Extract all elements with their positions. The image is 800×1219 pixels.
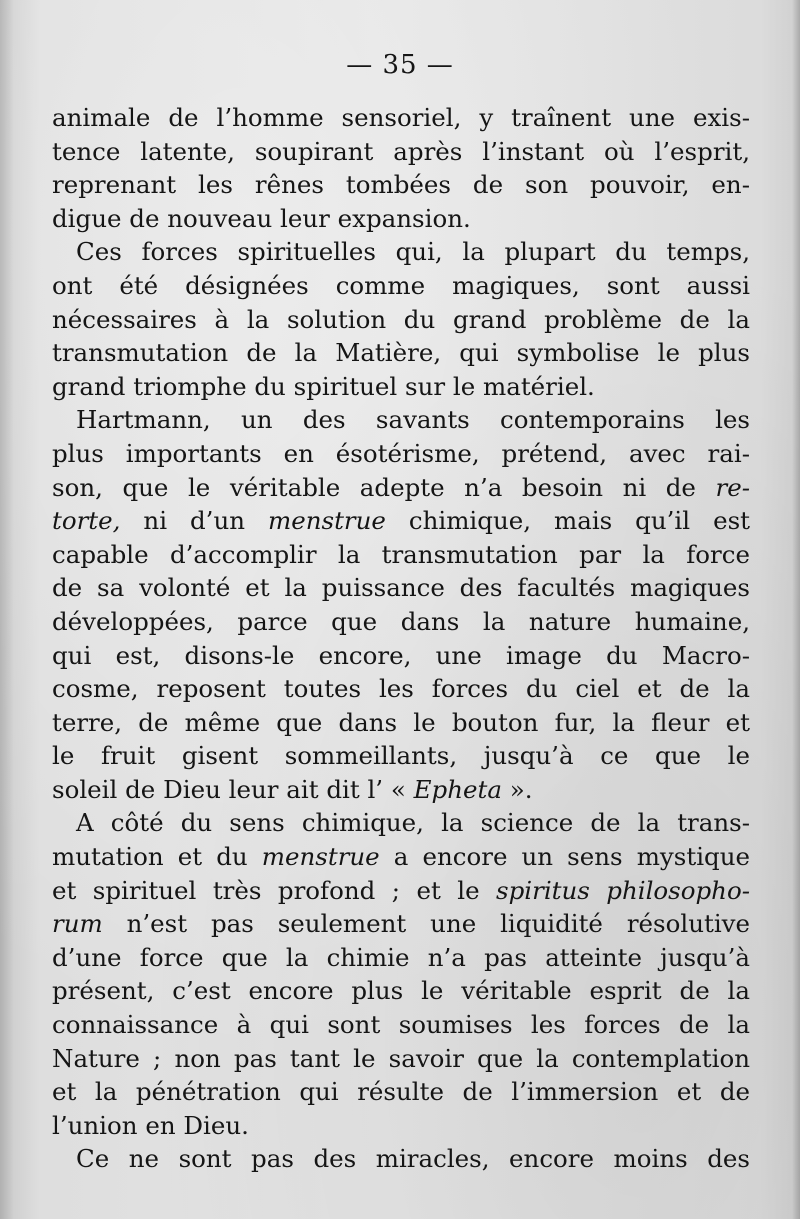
text-run: et spirituel très profond ; et le: [52, 875, 497, 905]
text-run: nécessaires à la solution du grand problème de la: [52, 304, 750, 334]
text-run: mutation et du: [52, 842, 262, 872]
text-run: ont été désignées comme magiques, sont aussi: [52, 270, 750, 300]
text-run: et la pénétration qui résulte de l’immersion et de: [52, 1077, 750, 1107]
text-line: [52, 370, 750, 404]
italic-text: Epheta: [413, 774, 502, 804]
text-run: d’une force que la chimie n’a pas atteinte jusqu’à: [52, 942, 750, 972]
text-run: soleil de Dieu leur ait dit l’ «: [52, 774, 414, 804]
text-line: [52, 471, 750, 505]
text-run: Ces forces spirituelles qui, la plupart du temps,: [76, 237, 750, 267]
text-run: transmutation de la Matière, qui symbolise le plus: [52, 338, 750, 368]
text-line: [52, 1008, 750, 1042]
text-run: son, que le véritable adepte n’a besoin ni de: [52, 472, 716, 502]
text-line: [52, 135, 750, 169]
text-run: connaissance à qui sont soumises les forces de la: [52, 1010, 750, 1040]
text-line: [52, 235, 750, 269]
text-run: le fruit gisent sommeillants, jusqu’à ce que le: [52, 741, 750, 771]
text-line: [52, 1042, 750, 1076]
text-run: développées, parce que dans la nature humaine,: [52, 606, 750, 636]
text-run: grand triomphe du spirituel sur le matériel.: [52, 371, 595, 401]
text-line: [52, 605, 750, 639]
text-run: A côté du sens chimique, la science de la trans-: [76, 808, 750, 838]
text-line: [52, 202, 750, 236]
paragraph: [52, 806, 750, 1142]
text-line: [52, 168, 750, 202]
text-line: [52, 303, 750, 337]
italic-text: menstrue: [261, 842, 380, 872]
text-line: [52, 1142, 750, 1176]
text-line: [52, 806, 750, 840]
text-run: chimique, mais qu’il est: [385, 506, 750, 536]
text-line: [52, 571, 750, 605]
paragraph: [52, 101, 750, 235]
text-run: plus importants en ésotérisme, prétend, avec rai-: [52, 438, 750, 468]
text-run: Nature ; non pas tant le savoir que la contemplation: [52, 1043, 750, 1073]
text-run: cosme, reposent toutes les forces du ciel et de la: [52, 674, 750, 704]
page-number: — 35 —: [346, 50, 454, 80]
text-line: [52, 907, 750, 941]
paragraph: [52, 1142, 750, 1176]
text-line: [52, 538, 750, 572]
text-line: [52, 269, 750, 303]
text-line: [52, 739, 750, 773]
text-run: Ce ne sont pas des miracles, encore moins des: [76, 1144, 750, 1174]
text-line: [52, 101, 750, 135]
text-run: digue de nouveau leur expansion.: [52, 203, 471, 233]
text-line: [52, 941, 750, 975]
paragraph: [52, 235, 750, 403]
text-line: [52, 437, 750, 471]
text-line: [52, 639, 750, 673]
text-line: [52, 706, 750, 740]
text-run: capable d’accomplir la transmutation par la force: [52, 539, 750, 569]
italic-text: torte,: [52, 506, 121, 536]
italic-text: menstrue: [267, 506, 386, 536]
text-line: [52, 504, 750, 538]
text-line: [52, 974, 750, 1008]
italic-text: spiritus philosopho-: [496, 875, 750, 905]
text-run: tence latente, soupirant après l’instant où l’esprit,: [52, 136, 750, 166]
text-run: ».: [501, 774, 533, 804]
body-text: [52, 101, 750, 1176]
text-run: terre, de même que dans le bouton fur, la fleur et: [52, 707, 750, 737]
text-run: présent, c’est encore plus le véritable esprit de la: [52, 976, 750, 1006]
text-line: [52, 840, 750, 874]
text-line: [52, 336, 750, 370]
text-run: Hartmann, un des savants contemporains les: [76, 405, 750, 435]
text-run: l’union en Dieu.: [52, 1110, 249, 1140]
paragraph: [52, 403, 750, 806]
text-run: n’est pas seulement une liquidité résolutive: [102, 909, 750, 939]
text-run: ni d’un: [120, 506, 268, 536]
text-run: qui est, disons-le encore, une image du Macro-: [52, 640, 750, 670]
text-run: a encore un sens mystique: [379, 842, 750, 872]
text-line: [52, 403, 750, 437]
text-line: [52, 1075, 750, 1109]
text-line: [52, 773, 750, 807]
text-line: [52, 672, 750, 706]
text-line: [52, 1109, 750, 1143]
text-run: reprenant les rênes tombées de son pouvoir, en-: [52, 170, 750, 200]
italic-text: rum: [52, 909, 103, 939]
text-run: animale de l’homme sensoriel, y traînent une exis-: [52, 103, 750, 132]
text-run: de sa volonté et la puissance des facultés magiques: [52, 573, 750, 603]
text-line: [52, 874, 750, 908]
italic-text: re-: [715, 472, 750, 502]
